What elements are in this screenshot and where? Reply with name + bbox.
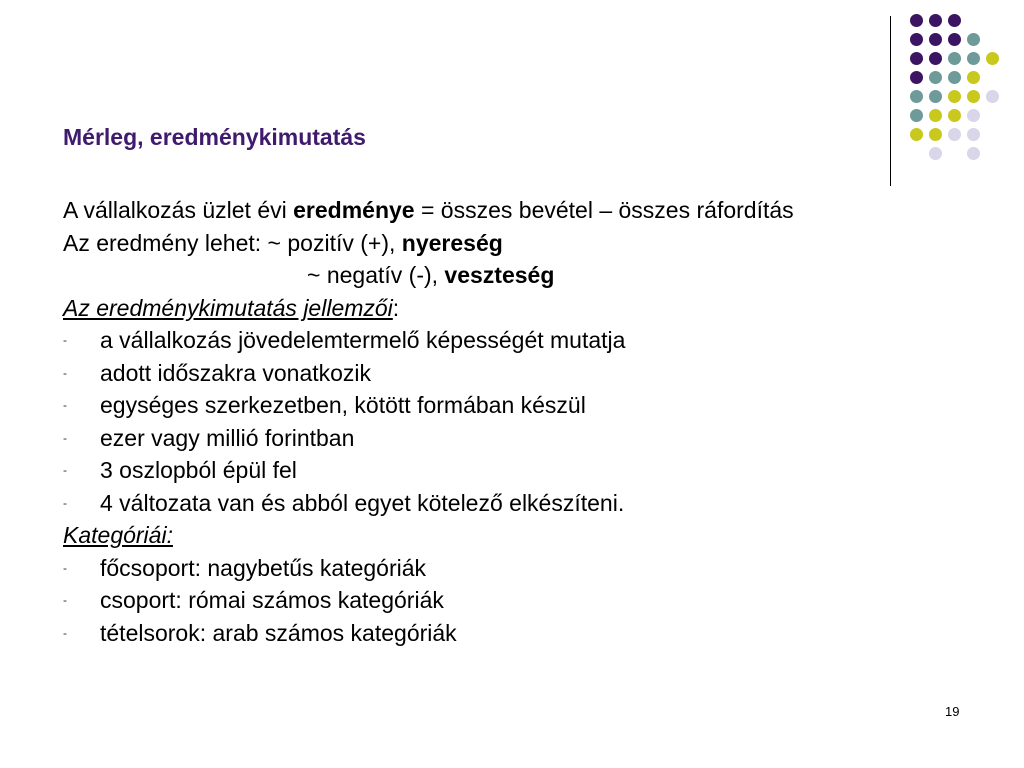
result-positive-line bbox=[63, 227, 943, 260]
decor-dot bbox=[967, 109, 980, 122]
categories-heading bbox=[63, 519, 943, 552]
list-item-text: adott időszakra vonatkozik bbox=[100, 359, 372, 386]
bullet-dash-icon: - bbox=[63, 430, 67, 445]
decor-dot bbox=[986, 52, 999, 65]
decor-dot bbox=[910, 71, 923, 84]
decor-dot bbox=[948, 109, 961, 122]
list-item bbox=[63, 552, 943, 585]
decor-dot bbox=[910, 90, 923, 103]
list-item bbox=[63, 389, 943, 422]
slide-title: Mérleg, eredménykimutatás bbox=[63, 124, 366, 150]
decor-dot bbox=[948, 52, 961, 65]
list-item bbox=[63, 357, 943, 390]
text-segment: A vállalkozás üzlet évi bbox=[63, 197, 294, 223]
bullet-dash-icon: - bbox=[63, 495, 67, 510]
list-item bbox=[63, 487, 943, 520]
bullet-dash-icon: - bbox=[63, 625, 67, 640]
decor-dot bbox=[929, 128, 942, 141]
features-heading bbox=[63, 292, 943, 325]
list-item bbox=[63, 617, 943, 650]
decor-dot bbox=[929, 71, 942, 84]
decor-dot bbox=[967, 90, 980, 103]
decor-dot bbox=[929, 147, 942, 160]
decor-dot bbox=[967, 147, 980, 160]
list-item bbox=[63, 454, 943, 487]
bullet-dash-icon: - bbox=[63, 593, 67, 607]
list-item-text: a vállalkozás jövedelemtermelő képességét mutatja bbox=[100, 327, 626, 353]
decor-dot bbox=[967, 33, 980, 46]
decor-dot bbox=[910, 33, 923, 46]
decor-dot bbox=[967, 128, 980, 141]
decor-dot bbox=[910, 109, 923, 122]
text-segment: ~ negatív (-), bbox=[307, 262, 445, 288]
list-item-text: csoport: római számos kategóriák bbox=[100, 587, 444, 613]
bullet-dash-icon: - bbox=[63, 365, 67, 380]
list-item bbox=[63, 584, 943, 617]
decor-dot bbox=[948, 71, 961, 84]
decor-dot bbox=[948, 128, 961, 141]
decor-dot bbox=[929, 14, 942, 27]
list-item-text: főcsoport: nagybetűs kategóriák bbox=[100, 554, 427, 581]
bold-term: veszteség bbox=[444, 262, 555, 288]
decor-dot bbox=[910, 52, 923, 65]
slide-body bbox=[63, 194, 943, 649]
list-item-text: ezer vagy millió forintban bbox=[100, 424, 355, 451]
heading-colon: : bbox=[392, 294, 400, 321]
bullet-dash-icon: - bbox=[63, 463, 67, 477]
list-item bbox=[63, 422, 943, 455]
text-segment: Az eredmény lehet: ~ pozitív (+), bbox=[63, 229, 402, 256]
decor-dot bbox=[948, 33, 961, 46]
features-heading-text: Az eredménykimutatás jellemzői bbox=[63, 294, 393, 321]
decor-dot bbox=[967, 71, 980, 84]
page-number: 19 bbox=[945, 704, 960, 719]
decor-dot bbox=[929, 90, 942, 103]
decor-dot bbox=[986, 90, 999, 103]
bullet-dash-icon: - bbox=[63, 560, 67, 575]
bold-term: eredménye bbox=[293, 197, 415, 223]
decor-dot bbox=[929, 109, 942, 122]
result-negative-line bbox=[63, 259, 943, 292]
bullet-dash-icon: - bbox=[63, 333, 67, 347]
decor-dot bbox=[967, 52, 980, 65]
list-item bbox=[63, 324, 943, 357]
bold-term: nyereség bbox=[401, 229, 503, 256]
result-definition-line bbox=[63, 194, 943, 227]
text-segment: = összes bevétel – összes ráfordítás bbox=[414, 197, 794, 223]
list-item-text: tételsorok: arab számos kategóriák bbox=[100, 619, 457, 646]
categories-heading-text: Kategóriái: bbox=[63, 522, 173, 548]
decor-dot bbox=[929, 52, 942, 65]
decor-dot bbox=[948, 90, 961, 103]
list-item-text: egységes szerkezetben, kötött formában készül bbox=[100, 392, 586, 418]
decor-dot bbox=[910, 14, 923, 27]
decor-dot bbox=[910, 128, 923, 141]
header-divider-line bbox=[890, 16, 891, 186]
bullet-dash-icon: - bbox=[63, 398, 67, 412]
decor-dot bbox=[948, 14, 961, 27]
list-item-text: 4 változata van és abból egyet kötelező elkészíteni. bbox=[100, 489, 625, 516]
decorative-dot-grid bbox=[910, 14, 1000, 164]
decor-dot bbox=[929, 33, 942, 46]
list-item-text: 3 oszlopból épül fel bbox=[100, 457, 297, 483]
